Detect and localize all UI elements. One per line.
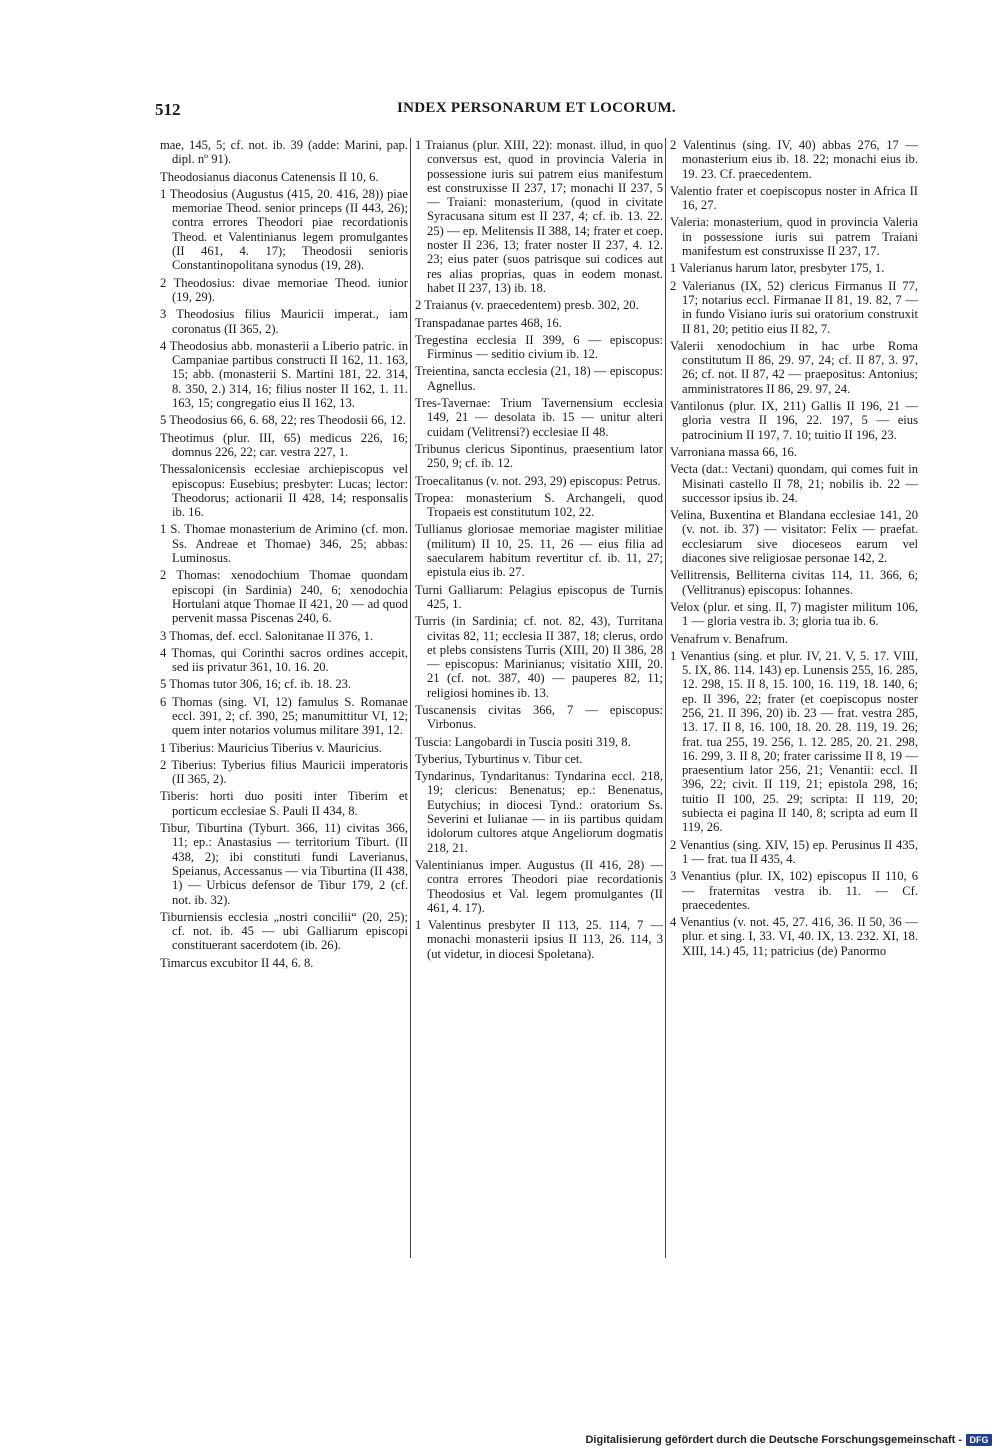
index-entry: Tiburniensis ecclesia „nostri concilii“ (20, 25); cf. not. ib. 45 — ubi Galliarum episcopi constituerant sacerdotem (ib. 26). xyxy=(160,909,408,953)
index-entry: Turris (in Sardinia; cf. not. 82, 43), Turritana civitas 82, 11; ecclesia II 387, 18; clerus, ordo et plebs consistens Turris (XIII, 20) II 386, 28 — episcopus: Marinianus; visitatio XIII, 20. 21 (cf. not. 387, 40) — pauperes 82, 11; religiosi homines ib. 13. xyxy=(415,614,663,700)
index-entry: 2 Theodosius: divae memoriae Theod. iunior (19, 29). xyxy=(160,275,408,304)
index-entry: Tropea: monasterium S. Archangeli, quod Tropaeis est constitutum 102, 22. xyxy=(415,490,663,520)
column-divider xyxy=(410,138,411,1258)
index-entry: Thessalonicensis ecclesiae archiepiscopus vel episcopus: Eusebius; presbyter: Lucas; lector: Theodorus; actionarii II 428, 14; responsalis ib. 16. xyxy=(160,462,408,520)
dfg-logo: DFG xyxy=(966,1434,992,1446)
index-entry: 2 Valerianus (IX, 52) clericus Firmanus II 77, 17; notarius eccl. Firmanae II 81, 19. 82, 7 — in fundo Visiano iuris sui oratorium construxit II 81, 20; petitio eius II 82, 7. xyxy=(670,278,918,336)
index-entry: 1 S. Thomae monasterium de Arimino (cf. mon. Ss. Andreae et Thomae) 346, 25; abbas: Luminosus. xyxy=(160,522,408,566)
index-entry: 4 Venantius (v. not. 45, 27. 416, 36. II 50, 36 — plur. et sing. I, 33. VI, 40. IX, 13. 232. XI, 18. XIII, 14.) 45, 11; patricius (de) Panormo xyxy=(670,915,918,958)
index-entry: Tyberius, Tyburtinus v. Tibur cet. xyxy=(415,751,583,766)
index-entry: Varroniana massa 66, 16. xyxy=(670,444,797,459)
index-entry: mae, 145, 5; cf. not. ib. 39 (adde: Marini, pap. dipl. nº 91). xyxy=(160,138,408,167)
index-entry: 1 Venantius (sing. et plur. IV, 21. V, 5. 17. VIII, 5. IX, 86. 114. 143) ep. Lunensis 255, 16. 285, 12. 298, 15. II 8, 15. 100, 16. 119, 18. 140, 6; ep. II 396, 22; frater (et coepiscopus noster 256, 21. II 396, 20) ib. 23 — frat. vestra 285, 13. 17. II 8, 16. 100, 18. 20. 28. 119, 19. 26; frat. tua 255, 19. 256, 1. 12. 285, 20. 21. 298, 16. 299, 3. II 8, 20; frater carissime II 8, 19 — praesentium lator 256, 21; Venantii: eccl. II 396, 22; civit. II 119, 21; epistola 298, 16; tuitio II 100, 25. 29; scripta: II 119, 20; subiecta ei pagina II 140, 8; scripta ad eum II 119, 26. xyxy=(670,648,918,835)
footer-bar xyxy=(0,1432,1000,1449)
index-entry: Tiberis: horti duo positi inter Tiberim et porticum ecclesiae S. Pauli II 434, 8. xyxy=(160,789,408,818)
index-entry: Valerii xenodochium in hac urbe Roma constitutum II 86, 29. 97, 24; cf. II 87, 3. 97, 26; cf. not. II 87, 42 — praepositus: Antonius; amministratores II 86, 29. 97, 24. xyxy=(670,338,918,396)
column-divider xyxy=(665,138,666,1258)
index-entry: 1 Theodosius (Augustus (415, 20. 416, 28)) piae memoriae Theod. senior princeps (II 443, 26); contra errores Theodori piae recordationis Theod. et Valentinianus legem promulgantes (II 461, 4. 17); Theodosii senioris Constantinopolitana synodus (19, 28). xyxy=(160,186,408,273)
index-entry: 2 Thomas: xenodochium Thomae quondam episcopi (in Sardinia) 240, 6; xenodochia Hortulani atque Thomae II 421, 20 — ad quod pervenit massa Piscenas 240, 6. xyxy=(160,568,408,626)
index-entry: 1 Valentinus presbyter II 113, 25. 114, 7 — monachi monasterii ipsius II 113, 26. 114, 3 (ut videtur, in diocesi Spoletana). xyxy=(415,918,663,961)
index-entry: 2 Venantius (sing. XIV, 15) ep. Perusinus II 435, 1 — frat. tua II 435, 4. xyxy=(670,837,918,866)
index-column-3 xyxy=(670,138,918,961)
index-entry: Theotimus (plur. III, 65) medicus 226, 16; domnus 226, 22; car. vestra 227, 1. xyxy=(160,430,408,459)
page-header xyxy=(155,100,685,124)
index-entry: Venafrum v. Benafrum. xyxy=(670,631,789,646)
index-entry: 5 Theodosius 66, 6. 68, 22; res Theodosii 66, 12. xyxy=(160,413,406,428)
index-entry: Timarcus excubitor II 44, 6. 8. xyxy=(160,955,314,970)
index-entry: Valeria: monasterium, quod in provincia Valeria in possessione iuris sui patrem Traiani manifestum est construxisse II 237, 17. xyxy=(670,215,918,259)
funding-notice: Digitalisierung gefördert durch die Deutsche Forschungsgemeinschaft - xyxy=(585,1434,962,1446)
index-entry: Tregestina ecclesia II 399, 6 — episcopus: Firminus — seditio civium ib. 12. xyxy=(415,332,663,362)
index-entry: Tullianus gloriosae memoriae magister militiae (militum) II 10, 25. 11, 26 — eius filia ad saecularem habitum revertitur cf. ib. 11, 27; epistula eius ib. 27. xyxy=(415,522,663,580)
index-entry: Tres-Tavernae: Trium Tavernensium ecclesia 149, 21 — desolata ib. 15 — unitur alteri cuidam (Velitrensi?) ecclesiae II 48. xyxy=(415,396,663,439)
index-entry: Theodosianus diaconus Catenensis II 10, 6. xyxy=(160,169,379,184)
index-entry: 3 Venantius (plur. IX, 102) episcopus II 110, 6 — fraternitas vestra ib. 11. — Cf. praecedentes. xyxy=(670,869,918,912)
index-entry: 5 Thomas tutor 306, 16; cf. ib. 18. 23. xyxy=(160,677,352,692)
index-entry: 3 Theodosius filius Mauricii imperat., iam coronatus (II 365, 2). xyxy=(160,307,408,336)
index-entry: Valentio frater et coepiscopus noster in Africa II 16, 27. xyxy=(670,183,918,213)
index-entry: Velox (plur. et sing. II, 7) magister militum 106, 1 — gloria vestra ib. 3; gloria tua ib. 6. xyxy=(670,599,918,629)
index-entry: 3 Thomas, def. eccl. Salonitanae II 376, 1. xyxy=(160,628,374,643)
index-entry: Transpadanae partes 468, 16. xyxy=(415,315,562,330)
index-entry: Vellitrensis, Belliterna civitas 114, 11. 366, 6; (Vellitranus) episcopus: Iohannes. xyxy=(670,568,918,597)
index-entry: 6 Thomas (sing. VI, 12) famulus S. Romanae eccl. 391, 2; cf. 390, 25; manumittitur VI, 12; quem inter notarios volumus militare 391, 12. xyxy=(160,694,408,738)
running-title: INDEX PERSONARUM ET LOCORUM. xyxy=(397,100,676,116)
index-entry: Treientina, sancta ecclesia (21, 18) — episcopus: Agnellus. xyxy=(415,364,663,393)
index-entry: Tyndarinus, Tyndaritanus: Tyndarina eccl. 218, 19; clericus: Benenatus; ep.: Benenatus, Eutychius; in diocesi Tynd.: oratorium Ss. Severini et Iulianae — in iis partibus quidam idolorum cultores atque Angeliorum dogmatis 218, 21. xyxy=(415,769,663,855)
index-entry: 2 Traianus (v. praecedentem) presb. 302, 20. xyxy=(415,298,639,313)
index-column-2 xyxy=(415,138,663,964)
index-entry: 2 Tiberius: Tyberius filius Mauricii imperatoris (II 365, 2). xyxy=(160,757,408,787)
index-column-1 xyxy=(160,138,408,973)
index-entry: Tuscia: Langobardi in Tuscia positi 319, 8. xyxy=(415,734,631,749)
index-entry: Velina, Buxentina et Blandana ecclesiae 141, 20 (v. not. ib. 37) — visitator: Felix — praefat. ecclesiarum sive dioceseos earum vel diacones sive religiosae personae 142, 2. xyxy=(670,508,918,566)
index-entry: 1 Traianus (plur. XIII, 22): monast. illud, in quo conversus est, quod in provincia Valeria in possessione iuris sui patrem eius manifestum est construxisse II 237, 17; monachi II 237, 5 — Traiani: monasterium, (quod in civitate Syracusana situm est II 237, 4; cf. ib. 13. 22. 25) — ep. Melitensis II 388, 14; frater et coep. noster II 236, 13; frater noster II 237, 4. 12. 23; eius pater (suos patrisque sui codices aut res alias proprias, quas in eodem monast. habet II 237, 13) ib. 18. xyxy=(415,138,663,295)
index-entry: Tuscanensis civitas 366, 7 — episcopus: Virbonus. xyxy=(415,702,663,732)
index-entry: 1 Valerianus harum lator, presbyter 175, 1. xyxy=(670,261,885,276)
index-entry: Troecalitanus (v. not. 293, 29) episcopus: Petrus. xyxy=(415,473,661,488)
index-entry: Tibur, Tiburtina (Tyburt. 366, 11) civitas 366, 11; ep.: Anastasius — territorium Tiburt. (II 438, 2); ibi constituti fundi Laverianus, Speianus, Accessanus — via Tiburtina (II 438, 1) — Urbicus defensor de Tibur 179, 2 (cf. not. ib. 32). xyxy=(160,821,408,907)
index-entry: Valentinianus imper. Augustus (II 416, 28) — contra errores Theodori piae recordationis Theodosius et Val. legem promulgantes (II 461, 4. 17). xyxy=(415,857,663,915)
index-entry: 4 Thomas, qui Corinthi sacros ordines accepit, sed iis privatur 361, 10. 16. 20. xyxy=(160,645,408,675)
index-entry: Tribunus clericus Sipontinus, praesentium lator 250, 9; cf. ib. 12. xyxy=(415,441,663,471)
page-number: 512 xyxy=(155,100,181,119)
index-entry: 2 Valentinus (sing. IV, 40) abbas 276, 17 — monasterium eius ib. 18. 22; monachi eius ib. 19. 23. Cf. praecedentem. xyxy=(670,138,918,181)
index-entry: Turni Galliarum: Pelagius episcopus de Turnis 425, 1. xyxy=(415,582,663,611)
index-entry: Vantilonus (plur. IX, 211) Gallis II 196, 21 — gloria vestra II 196, 22. 197, 5 — eius patrocinium II 197, 7. 10; tuitio II 196, 23. xyxy=(670,399,918,442)
index-entry: 4 Theodosius abb. monasterii a Liberio patric. in Campaniae partibus constructi II 162, 11. 163, 15; abb. (monasterii S. Martini 181, 22. 314, 8. 350, 2.) 314, 16; filius noster II 162, 1. 11. 163, 15; congregatio eius II 162, 13. xyxy=(160,338,408,411)
index-entry: Vecta (dat.: Vectani) quondam, qui comes fuit in Misinati castello II 78, 21; nobilis ib. 22 — successor ipsius ib. 24. xyxy=(670,462,918,505)
index-entry: 1 Tiberius: Mauricius Tiberius v. Mauricius. xyxy=(160,740,383,755)
